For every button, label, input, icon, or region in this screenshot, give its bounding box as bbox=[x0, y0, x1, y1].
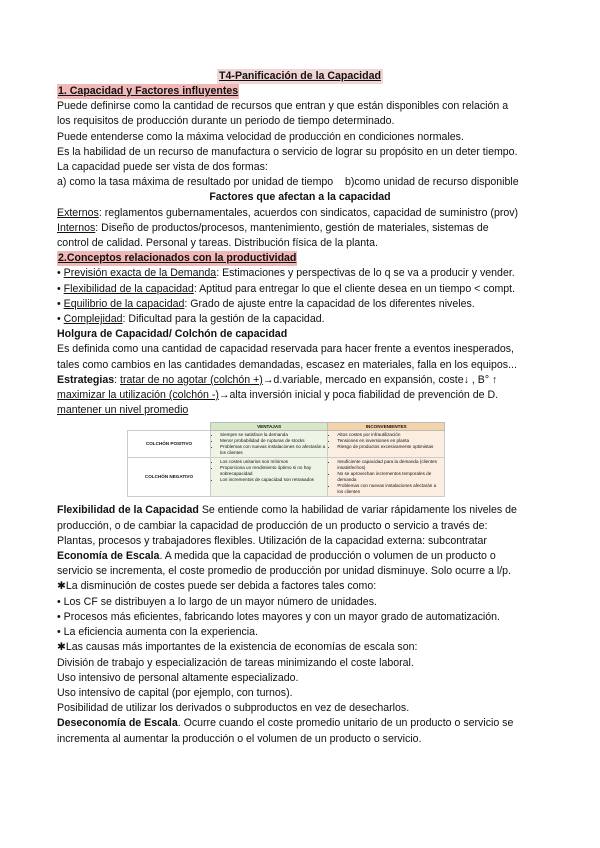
list-item: • Riesgo de productos excesivamente optimistas bbox=[337, 444, 442, 450]
list-item: • Siempre se satisface la demanda bbox=[220, 432, 325, 438]
flex-line-0 bbox=[57, 503, 543, 518]
list-item: • Los incrementos de capacidad son retrasados bbox=[220, 477, 325, 483]
table-header-row bbox=[128, 423, 445, 431]
list-item: • No se aprovechan incrementos temporales de demanda bbox=[337, 471, 442, 483]
escala-text-0: . A medida que la capacidad de producción o volumen de un producto o bbox=[159, 550, 496, 563]
internos-label: Internos bbox=[57, 221, 96, 234]
list-item: • Problemas con nuevas instalaciones no afectarán a los clientes bbox=[220, 444, 325, 456]
inconvenientes-negativo bbox=[328, 458, 445, 497]
slack-table-wrap bbox=[127, 422, 445, 497]
table-row bbox=[128, 431, 445, 458]
estrategia-3: mantener un nivel promedio bbox=[57, 404, 189, 417]
list-item: • Problemas con nuevas instalaciones afectarán a los clientes bbox=[337, 483, 442, 495]
estrategia-1: tratar de no agotar (colchón +) bbox=[120, 373, 263, 386]
table-header-ventajas: VENTAJAS bbox=[211, 423, 328, 431]
escala-label: Economía de Escala bbox=[57, 550, 160, 563]
bullet-3: • Complejidad: Dificultad para la gestión de la capacidad. bbox=[57, 313, 325, 326]
s3-line-3: • La eficiencia aumenta con la experiencia. bbox=[57, 626, 258, 639]
externos-label: Externos bbox=[57, 206, 99, 219]
internos-line bbox=[57, 221, 543, 236]
title-wrap bbox=[57, 69, 543, 84]
s3-line-1: • Los CF se distribuyen a lo largo de un mayor número de unidades. bbox=[57, 595, 377, 608]
bullet-3-term: Complejidad bbox=[63, 313, 123, 326]
section-2-heading: 2.Conceptos relacionados con la productividad bbox=[57, 251, 297, 266]
list-item: • Insuficiente capacidad para la demanda (clientes insatisfechos) bbox=[337, 459, 442, 471]
estrategias-line-1: Estrategias: tratar de no agotar (colchón +)→d.variable, mercado en expansión, coste↓ , B° ↑ bbox=[57, 373, 498, 386]
bullet-1: • Flexibilidad de la capacidad: Aptitud para entregar lo que el cliente desea en un tiempo < compt. bbox=[57, 282, 516, 295]
deseconomia-text-0: . Ocurre cuando el coste promedio unitario de un producto o servicio se bbox=[177, 717, 514, 730]
list-item: • Menor probabilidad de rupturas de stocks bbox=[220, 438, 325, 444]
ventajas-positivo bbox=[211, 431, 328, 458]
estrategia-1-text: →d.variable, mercado en expansión, coste↓ , B° ↑ bbox=[262, 373, 498, 386]
list-item: • Tensiones en inversiones en planta bbox=[337, 438, 442, 444]
flex-line-1: producción, o de cambiar la capacidad de producción de un producto o servicio a través de: bbox=[57, 519, 488, 532]
bullet-1-term: Flexibilidad de la capacidad bbox=[63, 282, 194, 295]
list-item: • Proporciona un rendimiento óptimo si no hay sobrecapacidad bbox=[220, 465, 325, 477]
row-label-positivo: COLCHÓN POSITIVO bbox=[128, 431, 211, 458]
list-item: • Los costes unitarios son mínimos bbox=[220, 459, 325, 465]
document-title: T4-Panificación de la Capacidad bbox=[217, 69, 383, 84]
s1-line-3: Es la habilidad de un recurso de manufactura o servicio de lograr su propósito en un deter tiempo. bbox=[57, 145, 518, 158]
flex-text-0: Se entiende como la habilidad de variar rápidamente los niveles de bbox=[198, 504, 517, 517]
s3-line-5: División de trabajo y especialización de tareas minimizando el coste laboral. bbox=[57, 656, 414, 669]
s3-line-8: Posibilidad de utilizar los derivados o subproductos en vez de desecharlos. bbox=[57, 702, 410, 715]
s3-line-6: Uso intensivo de personal altamente especializado. bbox=[57, 671, 299, 684]
bullet-3-text: : Dificultad para la gestión de la capacidad. bbox=[122, 313, 325, 326]
bullet-0-term: Previsión exacta de la Demanda bbox=[63, 267, 217, 280]
flex-label: Flexibilidad de la Capacidad bbox=[57, 504, 199, 517]
holgura-line-0: Es definida como una cantidad de capacidad reservada para hacer frente a eventos inesperados, bbox=[57, 343, 515, 356]
document-page bbox=[57, 69, 543, 747]
internos-text: : Diseño de productos/procesos, mantenimiento, gestión de materiales, sistemas de bbox=[95, 221, 489, 234]
deseconomia-line-0 bbox=[57, 716, 543, 731]
table-header-inconvenientes: INCONVENIENTES bbox=[328, 423, 445, 431]
estrategias-line-2 bbox=[57, 388, 543, 403]
estrategias-line-3 bbox=[57, 403, 543, 418]
bullet-2-term: Equilibrio de la capacidad bbox=[63, 297, 185, 310]
externos-text: : reglamentos gubernamentales, acuerdos con sindicatos, capacidad de suministro (prov) bbox=[98, 206, 519, 219]
table-header-blank bbox=[128, 423, 211, 431]
bullet-1-text: : Aptitud para entregar lo que el cliente desea en un tiempo < compt. bbox=[193, 282, 516, 295]
bullet-2: • Equilibrio de la capacidad: Grado de ajuste entre la capacidad de los diferentes niveles. bbox=[57, 297, 475, 310]
escala-line-0 bbox=[57, 549, 543, 564]
s1-line-1: los requisitos de producción durante un periodo de tiempo determinado. bbox=[57, 115, 395, 128]
estrategia-2: maximizar la utilización (colchón -) bbox=[57, 389, 219, 402]
flex-line-2: Plantas, procesos y trabajadores flexibles. Utilización de la capacidad externa: subcontratar bbox=[57, 534, 487, 547]
estrategia-2-text: →alta inversión inicial y poca fiabilidad de prevención de D. bbox=[218, 389, 499, 402]
ventajas-negativo bbox=[211, 458, 328, 497]
table-row bbox=[128, 458, 445, 497]
deseconomia-line-1: incrementa al aumentar la producción o el volumen de un producto o servicio. bbox=[57, 732, 422, 745]
s3-line-4: ✱Las causas más importantes de la existencia de economías de escala son: bbox=[57, 641, 418, 654]
externos-line bbox=[57, 206, 543, 221]
s1-line-0: Puede definirse como la cantidad de recursos que entran y que están disponibles con relación a bbox=[57, 100, 509, 113]
s3-line-0: ✱La disminución de costes puede ser debida a factores tales como: bbox=[57, 580, 377, 593]
bullet-0-text: : Estimaciones y perspectivas de lo q se va a producir y vender. bbox=[216, 267, 515, 280]
s1-line-5: a) como la tasa máxima de resultado por unidad de tiempo b)como unidad de recurso disponible bbox=[57, 176, 519, 189]
row-label-negativo: COLCHÓN NEGATIVO bbox=[128, 458, 211, 497]
factors-heading: Factores que afectan a la capacidad bbox=[209, 191, 391, 204]
inconvenientes-positivo bbox=[328, 431, 445, 458]
estrategias-label: Estrategias bbox=[57, 373, 115, 386]
bullet-0: • Previsión exacta de la Demanda: Estimaciones y perspectivas de lo q se va a producir y vender. bbox=[57, 267, 515, 280]
holgura-line-1: tales como cambios en las cantidades demandadas, escasez en materiales, falla en los equipos... bbox=[57, 358, 517, 371]
section-1-heading: 1. Capacidad y Factores influyentes bbox=[57, 84, 239, 99]
list-item: • Altos costes por infrautilización bbox=[337, 432, 442, 438]
deseconomia-label: Deseconomía de Escala bbox=[57, 717, 178, 730]
internos-line-2: control de calidad. Personal y tareas. Distribución física de la planta. bbox=[57, 237, 378, 250]
s3-line-2: • Procesos más eficientes, fabricando lotes mayores y con un mayor grado de automatización. bbox=[57, 610, 500, 623]
s1-line-4: La capacidad puede ser vista de dos formas: bbox=[57, 161, 268, 174]
escala-line-1: servicio se incrementa, el coste promedio de producción por unidad disminuye. Solo ocurre a l/p. bbox=[57, 565, 512, 578]
s1-line-2: Puede entenderse como la máxima velocidad de producción en condiciones normales. bbox=[57, 130, 464, 143]
s3-line-7: Uso intensivo de capital (por ejemplo, con turnos). bbox=[57, 686, 293, 699]
holgura-heading: Holgura de Capacidad/ Colchón de capacidad bbox=[57, 328, 288, 341]
slack-table bbox=[127, 422, 445, 497]
bullet-2-text: : Grado de ajuste entre la capacidad de los diferentes niveles. bbox=[184, 297, 475, 310]
